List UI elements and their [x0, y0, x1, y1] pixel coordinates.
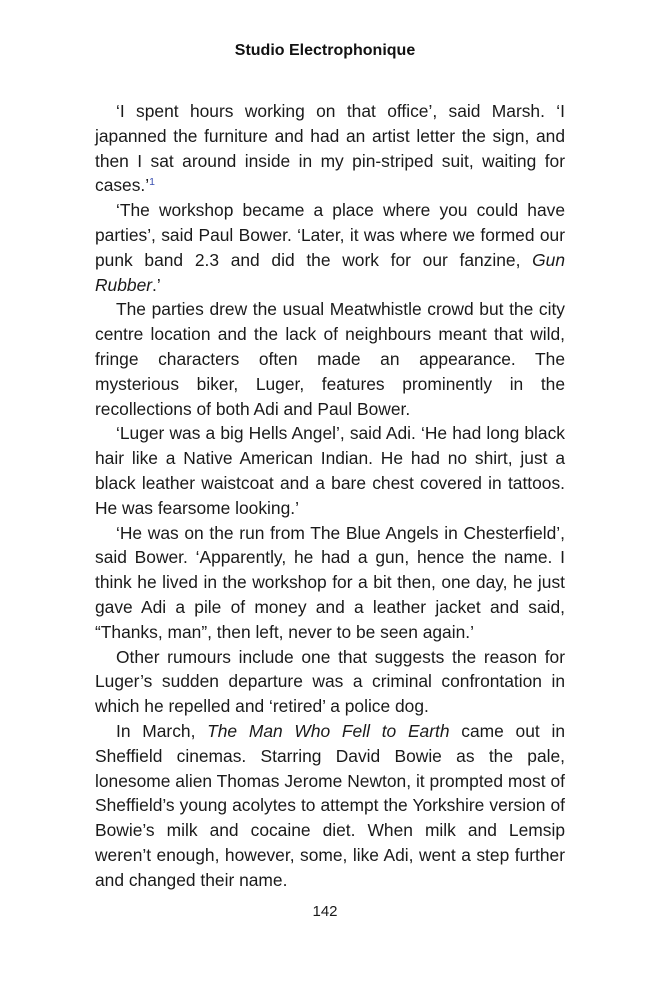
paragraph-text: The parties drew the usual Meatwhistle crowd but the city centre location and the lack of neighbours meant that wild, fringe characters often made an appearance. The mysterious biker, Luger, features prominently in the recollections of both Adi and Paul Bower.	[95, 299, 565, 419]
paragraph-text: Other rumours include one that suggests the reason for Luger’s sudden departure was a criminal confrontation in which he repelled and ‘retired’ a police dog.	[95, 646, 565, 717]
paragraph	[95, 719, 565, 893]
paragraph	[95, 198, 565, 297]
italic-title: The Man Who Fell to Earth	[207, 720, 450, 741]
paragraph	[95, 421, 565, 520]
paragraph	[95, 99, 565, 198]
paragraph	[95, 297, 565, 421]
paragraph	[95, 521, 565, 645]
italic-title: Gun Rubber	[95, 249, 565, 295]
paragraph	[95, 645, 565, 719]
paragraph-text: ‘I spent hours working on that office’, said Marsh. ‘I japanned the furniture and had an artist letter the sign, and then I sat around inside in my pin-striped suit, waiting for cases.’	[95, 101, 565, 196]
body-text	[95, 99, 565, 893]
paragraph-text: came out in Sheffield cinemas. Starring David Bowie as the pale, lonesome alien Thomas Jerome Newton, it prompted most of Sheffield’s young acolytes to attempt the Yorkshire version of Bowie’s milk and cocaine diet. When milk and Lemsip weren’t enough, however, some, like Adi, went a step further and changed their name.	[95, 720, 565, 890]
paragraph-text: .’	[152, 274, 161, 295]
page-number: 142	[312, 903, 338, 920]
footnote-marker[interactable]: 1	[149, 176, 155, 189]
paragraph-text: ‘The workshop became a place where you could have parties’, said Paul Bower. ‘Later, it was where we formed our punk band 2.3 and did the work for our fanzine,	[95, 200, 565, 270]
paragraph-text: ‘Luger was a big Hells Angel’, said Adi. ‘He had long black hair like a Native American Indian. He had no shirt, just a black leather waistcoat and a bare chest covered in tattoos. He was fearsome looking.’	[95, 423, 565, 518]
paragraph-text: ‘He was on the run from The Blue Angels in Chesterfield’, said Bower. ‘Apparently, he had a gun, hence the name. I think he lived in the workshop for a bit then, one day, he just gave Adi a pile of money and a leather jacket and said, “Thanks, man”, then left, never to be seen again.’	[95, 522, 565, 642]
running-head: Studio Electrophonique	[234, 42, 416, 59]
paragraph-text: In March,	[116, 720, 208, 741]
